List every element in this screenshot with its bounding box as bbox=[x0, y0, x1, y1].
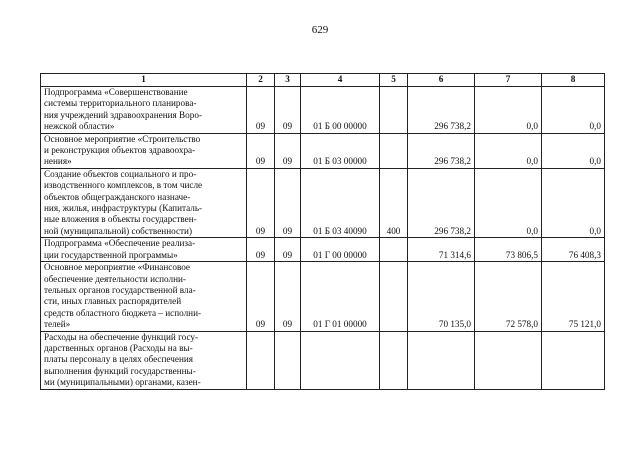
expense-type-code bbox=[380, 331, 408, 389]
row-name-text: Создание объектов социального и про- изводственного комплексов, в том числе объектов общегражданского назначе- ния, жилья, инфраструктуры (Капиталь- ные вложения в объекты государствен- ной (муниципальной) собственности) bbox=[44, 168, 203, 236]
expense-type-code bbox=[380, 133, 408, 168]
table-row bbox=[41, 87, 605, 134]
table-row bbox=[41, 262, 605, 331]
expense-type-code: 400 bbox=[380, 168, 408, 237]
section-code: 09 bbox=[247, 262, 275, 331]
table-row bbox=[41, 133, 605, 168]
page-number: 629 bbox=[311, 24, 329, 36]
amount-col-7 bbox=[475, 331, 542, 389]
amount-col-6: 71 314,6 bbox=[408, 238, 475, 262]
section-code: 09 bbox=[247, 87, 275, 134]
row-name-cell bbox=[41, 331, 247, 389]
row-name-cell bbox=[41, 133, 247, 168]
subsection-code bbox=[275, 331, 301, 389]
header-cell-1: 1 bbox=[41, 74, 247, 87]
header-cell-2: 2 bbox=[247, 74, 275, 87]
target-article-code: 01 Г 01 00000 bbox=[301, 262, 380, 331]
row-name-text: Подпрограмма «Обеспечение реализа- ции государственной программы» bbox=[44, 238, 196, 260]
row-name-cell bbox=[41, 262, 247, 331]
amount-col-8: 75 121,0 bbox=[542, 262, 605, 331]
amount-col-7: 0,0 bbox=[475, 133, 542, 168]
amount-col-8 bbox=[542, 331, 605, 389]
amount-col-6: 70 135,0 bbox=[408, 262, 475, 331]
section-code: 09 bbox=[247, 133, 275, 168]
amount-col-7: 0,0 bbox=[475, 87, 542, 134]
table-row bbox=[41, 238, 605, 262]
row-name-cell bbox=[41, 238, 247, 262]
table-row bbox=[41, 331, 605, 389]
target-article-code: 01 Б 00 00000 bbox=[301, 87, 380, 134]
row-name-text: Подпрограмма «Совершенствование системы территориального планирова- ния учреждений здравоохранения Воро- нежской области» bbox=[44, 87, 203, 132]
row-name-cell bbox=[41, 168, 247, 237]
section-code: 09 bbox=[247, 168, 275, 237]
row-name-text: Основное мероприятие «Финансовое обеспечение деятельности исполни- тельных органов государственной вла- сти, иных главных распорядителей средств областного бюджета – исполни- телей» bbox=[44, 262, 202, 330]
target-article-code: 01 Г 00 00000 bbox=[301, 238, 380, 262]
amount-col-8: 76 408,3 bbox=[542, 238, 605, 262]
row-name-text: Расходы на обеспечение функций госу- дарственных органов (Расходы на вы- платы персоналу в целях обеспечения выполнения функций государственны- ми (муниципальными) органами, казен- bbox=[44, 331, 201, 388]
amount-col-7: 73 806,5 bbox=[475, 238, 542, 262]
header-cell-6: 6 bbox=[408, 74, 475, 87]
expense-type-code bbox=[380, 238, 408, 262]
subsection-code: 09 bbox=[275, 87, 301, 134]
header-cell-3: 3 bbox=[275, 74, 301, 87]
expense-type-code bbox=[380, 87, 408, 134]
subsection-code: 09 bbox=[275, 133, 301, 168]
header-cell-4: 4 bbox=[301, 74, 380, 87]
section-code bbox=[247, 331, 275, 389]
amount-col-7: 0,0 bbox=[475, 168, 542, 237]
subsection-code: 09 bbox=[275, 238, 301, 262]
header-cell-7: 7 bbox=[475, 74, 542, 87]
header-row bbox=[41, 74, 605, 87]
amount-col-8: 0,0 bbox=[542, 87, 605, 134]
table-row bbox=[41, 168, 605, 237]
target-article-code bbox=[301, 331, 380, 389]
subsection-code: 09 bbox=[275, 168, 301, 237]
budget-table bbox=[40, 73, 605, 390]
target-article-code: 01 Б 03 00000 bbox=[301, 133, 380, 168]
amount-col-8: 0,0 bbox=[542, 133, 605, 168]
amount-col-6: 296 738,2 bbox=[408, 168, 475, 237]
expense-type-code bbox=[380, 262, 408, 331]
header-cell-5: 5 bbox=[380, 74, 408, 87]
target-article-code: 01 Б 03 40090 bbox=[301, 168, 380, 237]
amount-col-6: 296 738,2 bbox=[408, 87, 475, 134]
row-name-text: Основное мероприятие «Строительство и реконструкция объектов здравоохра- нения» bbox=[44, 133, 201, 167]
row-name-cell bbox=[41, 87, 247, 134]
amount-col-6 bbox=[408, 331, 475, 389]
subsection-code: 09 bbox=[275, 262, 301, 331]
section-code: 09 bbox=[247, 238, 275, 262]
amount-col-7: 72 578,0 bbox=[475, 262, 542, 331]
amount-col-6: 296 738,2 bbox=[408, 133, 475, 168]
amount-col-8: 0,0 bbox=[542, 168, 605, 237]
header-cell-8: 8 bbox=[542, 74, 605, 87]
